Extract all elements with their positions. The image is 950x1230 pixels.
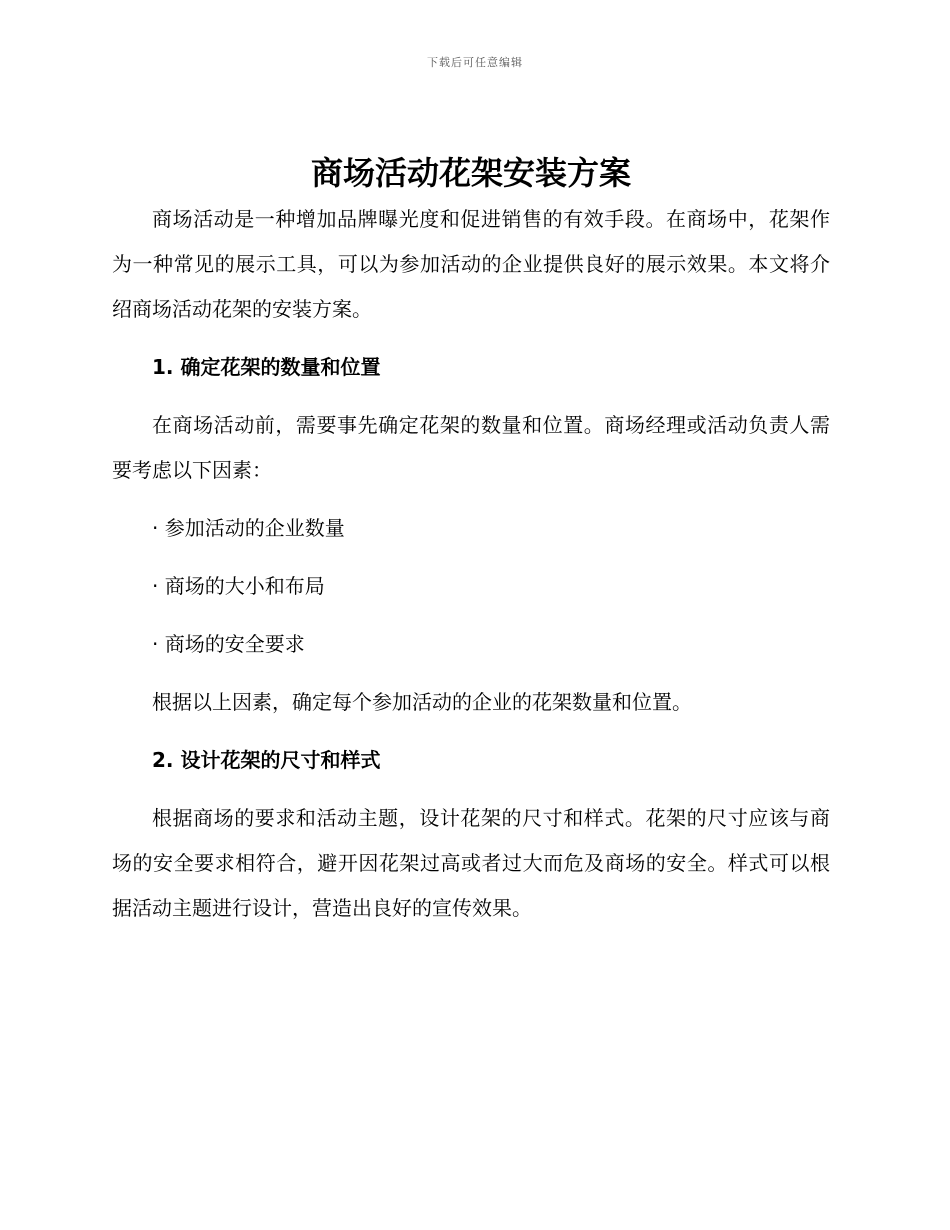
- bullet-item: · 商场的大小和布局: [152, 574, 325, 598]
- bullet-item: · 商场的安全要求: [152, 632, 305, 656]
- section-heading-2: 2. 设计花架的尺寸和样式: [152, 748, 381, 772]
- section-1-conclusion: 根据以上因素，确定每个参加活动的企业的花架数量和位置。: [152, 690, 692, 714]
- bullet-item: · 参加活动的企业数量: [152, 516, 345, 540]
- section-2-paragraph: 根据商场的要求和活动主题，设计花架的尺寸和样式。花架的尺寸应该与商场的安全要求相符合，避开因花架过高或者过大而危及商场的安全。样式可以根据活动主题进行设计，营造出良好的宣传效果。: [112, 806, 830, 920]
- header-note: 下载后可任意编辑: [427, 56, 523, 69]
- section-1-paragraph: 在商场活动前，需要事先确定花架的数量和位置。商场经理或活动负责人需要考虑以下因素：: [112, 413, 830, 482]
- document-title: 商场活动花架安装方案: [310, 154, 631, 192]
- section-heading-1: 1. 确定花架的数量和位置: [152, 355, 381, 379]
- document-body: [112, 150, 830, 931]
- intro-paragraph: 商场活动是一种增加品牌曝光度和促进销售的有效手段。在商场中，花架作为一种常见的展示工具，可以为参加活动的企业提供良好的展示效果。本文将介绍商场活动花架的安装方案。: [112, 207, 830, 321]
